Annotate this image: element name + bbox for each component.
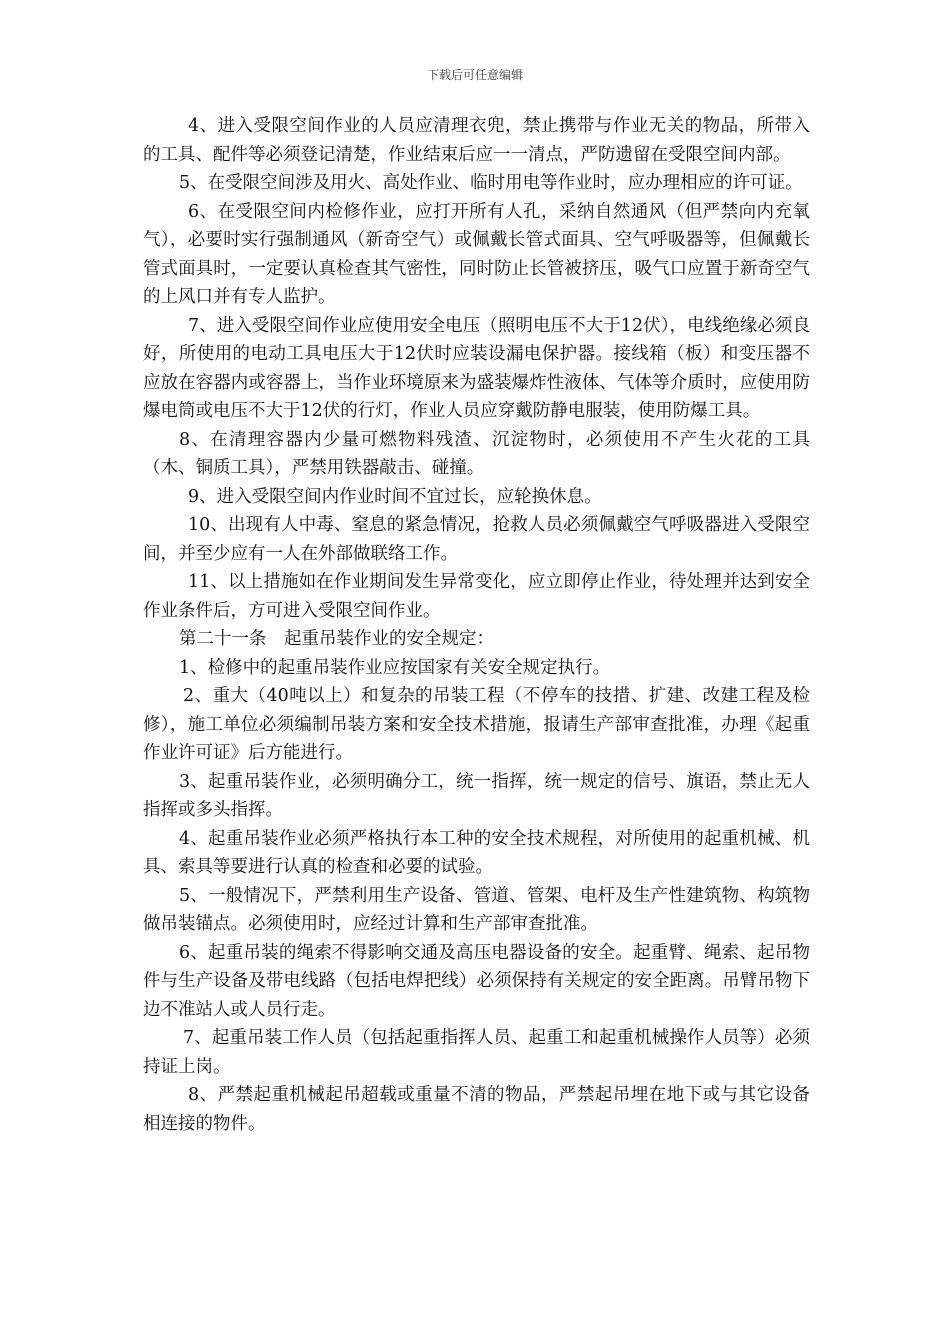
paragraph-10: 10、出现有人中毒、窒息的紧急情况，抢救人员必须佩戴空气呼吸器进入受限空间，并至少应有一人在外部做联络工作。 xyxy=(143,515,810,564)
article-21-heading: 第二十一条 起重吊装作业的安全规定： xyxy=(179,629,494,649)
paragraph-8: 8、在清理容器内少量可燃物料残渣、沉淀物时，必须使用不产生火花的工具（木、铜质工具），严禁用铁器敲击、碰撞。 xyxy=(143,429,810,478)
lifting-rule-6: 6、起重吊装的绳索不得影响交通及高压电器设备的安全。起重臂、绳索、起吊物件与生产设备及带电线路（包括电焊把线）必须保持有关规定的安全距离。吊臂吊物下边不准站人或人员行走。 xyxy=(143,942,810,1020)
paragraph-9: 9、进入受限空间内作业时间不宜过长，应轮换休息。 xyxy=(188,486,602,507)
lifting-rule-3: 3、起重吊装作业，必须明确分工，统一指挥，统一规定的信号、旗语，禁止无人指挥或多头指挥。 xyxy=(143,771,810,820)
lifting-rule-4: 4、起重吊装作业必须严格执行本工种的安全技术规程，对所使用的起重机械、机具、索具等要进行认真的检查和必要的试验。 xyxy=(143,828,810,877)
lifting-rule-5: 5、一般情况下，严禁利用生产设备、管道、管架、电杆及生产性建筑物、构筑物做吊装锚点。必须使用时，应经过计算和生产部审查批准。 xyxy=(143,885,810,934)
paragraph-6: 6、在受限空间内检修作业，应打开所有人孔，采纳自然通风（但严禁向内充氧气），必要时实行强制通风（新奇空气）或佩戴长管式面具、空气呼吸器等，但佩戴长管式面具时，一定要认真检查其气密性，同时防止长管被挤压，吸气口应置于新奇空气的上风口并有专人监护。 xyxy=(143,201,810,307)
lifting-rule-2: 2、重大（40吨以上）和复杂的吊装工程（不停车的技措、扩建、改建工程及检修），施工单位必须编制吊装方案和安全技术措施，报请生产部审查批准，办理《起重作业许可证》后方能进行。 xyxy=(143,686,810,763)
paragraph-7: 7、进入受限空间作业应使用安全电压（照明电压不大于12伏），电线绝缘必须良好，所使用的电动工具电压大于12伏时应装设漏电保护器。接线箱（板）和变压器不应放在容器内或容器上，当作业环境原来为盛装爆炸性液体、气体等介质时，应使用防爆电筒或电压不大于12伏的行灯，作业人员应穿戴防静电服装，使用防爆工具。 xyxy=(143,315,810,421)
paragraph-5: 5、在受限空间涉及用火、高处作业、临时用电等作业时，应办理相应的许可证。 xyxy=(179,173,803,193)
header-note: 下载后可任意编辑 xyxy=(426,68,523,82)
lifting-rule-8: 8、严禁起重机械起吊超载或重量不清的物品，严禁起吊埋在地下或与其它设备相连接的物件。 xyxy=(143,1085,810,1134)
lifting-rule-7: 7、起重吊装工作人员（包括起重指挥人员、起重工和起重机械操作人员等）必须持证上岗。 xyxy=(143,1028,810,1077)
paragraph-4: 4、进入受限空间作业的人员应清理衣兜，禁止携带与作业无关的物品，所带入的工具、配件等必须登记清楚，作业结束后应一一清点，严防遗留在受限空间内部。 xyxy=(143,116,810,165)
lifting-rule-1: 1、检修中的起重吊装作业应按国家有关安全规定执行。 xyxy=(179,657,611,678)
document-body xyxy=(143,112,810,1138)
paragraph-11: 11、以上措施如在作业期间发生异常变化，应立即停止作业，待处理并达到安全作业条件后，方可进入受限空间作业。 xyxy=(143,572,810,621)
